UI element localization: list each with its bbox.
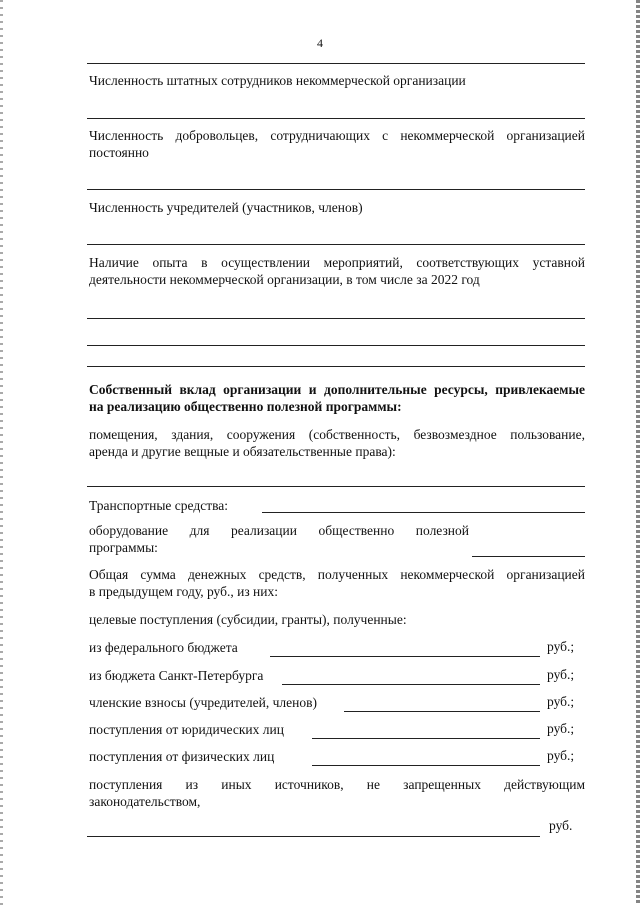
total-label-line2: в предыдущем году, руб., из них: (89, 584, 278, 599)
income-row-field-line[interactable] (282, 684, 540, 685)
income-row-unit: руб.; (547, 721, 575, 736)
experience-field-line-1[interactable] (87, 318, 585, 319)
transport-field-line[interactable] (262, 512, 585, 513)
field-line[interactable] (87, 63, 585, 64)
experience-field-line-3[interactable] (87, 366, 585, 367)
other-sources-label-line1: поступления из иных источников, не запрещенных действующим (89, 777, 585, 792)
income-row-label: поступления от юридических лиц (89, 722, 284, 737)
other-sources-label-line2: законодательством, (89, 794, 201, 809)
scan-edge-right (636, 0, 640, 905)
income-row-unit: руб.; (547, 667, 575, 682)
resources-heading-line1: Собственный вклад организации и дополнительные ресурсы, привлекаемые (89, 382, 585, 397)
income-row-label: поступления от физических лиц (89, 749, 275, 764)
premises-label-line1: помещения, здания, сооружения (собственность, безвозмездное пользование, (89, 427, 585, 442)
experience-label-line1: Наличие опыта в осуществлении мероприятий, соответствующих уставной (89, 255, 585, 270)
other-sources-field-line[interactable] (87, 836, 540, 837)
founders-label: Численность учредителей (участников, членов) (89, 200, 363, 215)
income-row-field-line[interactable] (312, 765, 540, 766)
income-row-unit: руб.; (547, 639, 575, 654)
staff-field-line[interactable] (87, 118, 585, 119)
volunteers-label-line2: постоянно (89, 145, 149, 160)
volunteers-field-line[interactable] (87, 189, 585, 190)
experience-label-line2: деятельности некоммерческой организации, в том числе за 2022 год (89, 272, 480, 287)
resources-heading-line2: на реализацию общественно полезной программы: (89, 399, 402, 414)
income-row-field-line[interactable] (344, 711, 540, 712)
targeted-label: целевые поступления (субсидии, гранты), полученные: (89, 612, 407, 627)
equipment-field-line[interactable] (472, 556, 585, 557)
scan-edge-left (0, 0, 3, 905)
experience-field-line-2[interactable] (87, 345, 585, 346)
income-row-field-line[interactable] (312, 738, 540, 739)
transport-label: Транспортные средства: (89, 498, 229, 513)
premises-field-line[interactable] (87, 486, 585, 487)
income-row-label: из федерального бюджета (89, 640, 238, 655)
premises-label-line2: аренда и другие вещные и обязательственные права): (89, 444, 396, 459)
income-row-label: из бюджета Санкт-Петербурга (89, 668, 264, 683)
equipment-label-line1: оборудование для реализации общественно полезной (89, 523, 469, 538)
income-row-unit: руб.; (547, 748, 575, 763)
total-label-line1: Общая сумма денежных средств, полученных некоммерческой организацией (89, 567, 585, 582)
volunteers-label-line1: Численность добровольцев, сотрудничающих с некоммерческой организацией (89, 128, 585, 143)
founders-field-line[interactable] (87, 244, 585, 245)
income-row-unit: руб.; (547, 694, 575, 709)
income-row-label: членские взносы (учредителей, членов) (89, 695, 317, 710)
staff-label: Численность штатных сотрудников некоммерческой организации (89, 73, 466, 88)
income-row-field-line[interactable] (270, 656, 540, 657)
page-number: 4 (317, 36, 323, 50)
other-sources-unit: руб. (549, 818, 573, 833)
equipment-label-line2: программы: (89, 540, 158, 555)
